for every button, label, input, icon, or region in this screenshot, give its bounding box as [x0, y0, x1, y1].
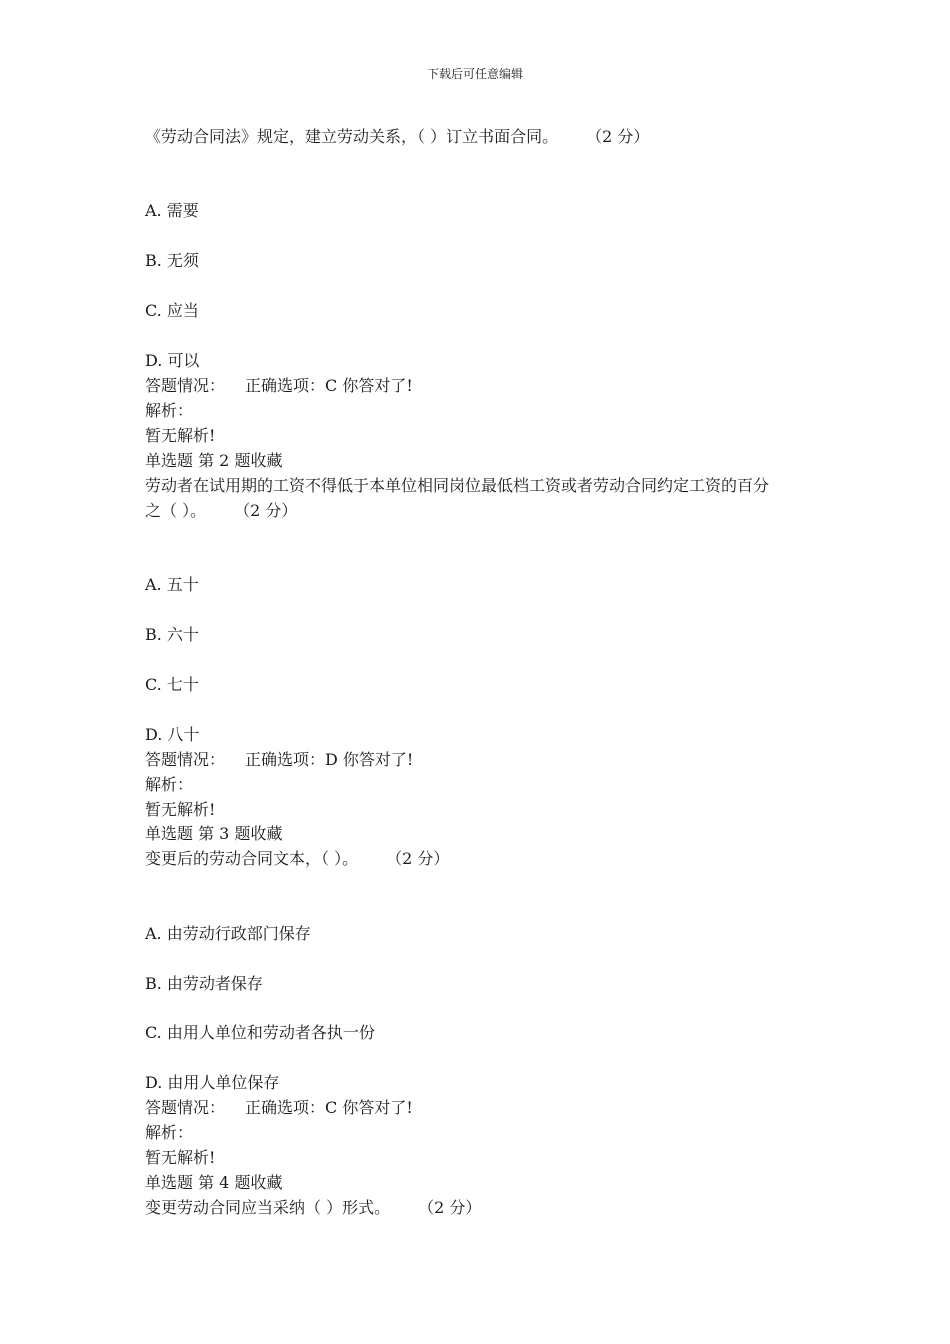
question-1-text [145, 124, 815, 149]
option-a[interactable]: A. 由劳动行政部门保存 [145, 924, 311, 943]
analysis-label: 解析： [145, 401, 194, 420]
answer-status-label: 答题情况： [145, 376, 226, 395]
analysis-value: 暂无解析! [145, 426, 216, 445]
option-b[interactable]: B. 六十 [145, 625, 199, 644]
answer-status-label: 答题情况： [145, 750, 226, 769]
answer-status [145, 1095, 815, 1120]
question-4-heading[interactable]: 单选题 第 4 题收藏 [145, 1173, 283, 1192]
answer-status-value: 正确选项：D 你答对了! [245, 750, 414, 769]
option-a[interactable]: A. 五十 [145, 575, 199, 594]
question-score: （2 分） [586, 127, 650, 146]
question-text: 变更劳动合同应当采纳（ ）形式。 [145, 1198, 391, 1217]
option-c[interactable]: C. 由用人单位和劳动者各执一份 [145, 1023, 375, 1042]
page-header: 下载后可任意编辑 [426, 67, 523, 81]
analysis-label: 解析： [145, 775, 194, 794]
question-text: 《劳动合同法》规定，建立劳动关系，（ ）订立书面合同。 [145, 127, 559, 146]
question-2-text-line1: 劳动者在试用期的工资不得低于本单位相同岗位最低档工资或者劳动合同约定工资的百分 [145, 476, 770, 495]
option-d[interactable]: D. 八十 [145, 725, 200, 744]
answer-status-value: 正确选项：C 你答对了! [245, 1098, 413, 1117]
question-score: （2 分） [234, 501, 298, 520]
analysis-value: 暂无解析! [145, 800, 216, 819]
question-4-text [145, 1195, 815, 1220]
analysis-value: 暂无解析! [145, 1148, 216, 1167]
answer-status [145, 373, 815, 398]
question-text: 之（ ）。 [145, 501, 207, 520]
option-a[interactable]: A. 需要 [145, 201, 199, 220]
answer-status [145, 747, 815, 772]
answer-status-value: 正确选项：C 你答对了! [245, 376, 413, 395]
option-b[interactable]: B. 无须 [145, 251, 199, 270]
question-2-text-line2 [145, 498, 815, 523]
answer-status-label: 答题情况： [145, 1098, 226, 1117]
option-c[interactable]: C. 应当 [145, 301, 199, 320]
question-text: 变更后的劳动合同文本，（ ）。 [145, 849, 359, 868]
question-3-text [145, 846, 815, 871]
question-3-heading[interactable]: 单选题 第 3 题收藏 [145, 824, 283, 843]
option-c[interactable]: C. 七十 [145, 675, 199, 694]
option-d[interactable]: D. 可以 [145, 351, 200, 370]
question-2-heading[interactable]: 单选题 第 2 题收藏 [145, 451, 283, 470]
option-d[interactable]: D. 由用人单位保存 [145, 1073, 280, 1092]
question-score: （2 分） [386, 849, 450, 868]
question-score: （2 分） [418, 1198, 482, 1217]
analysis-label: 解析： [145, 1123, 194, 1142]
option-b[interactable]: B. 由劳动者保存 [145, 974, 263, 993]
